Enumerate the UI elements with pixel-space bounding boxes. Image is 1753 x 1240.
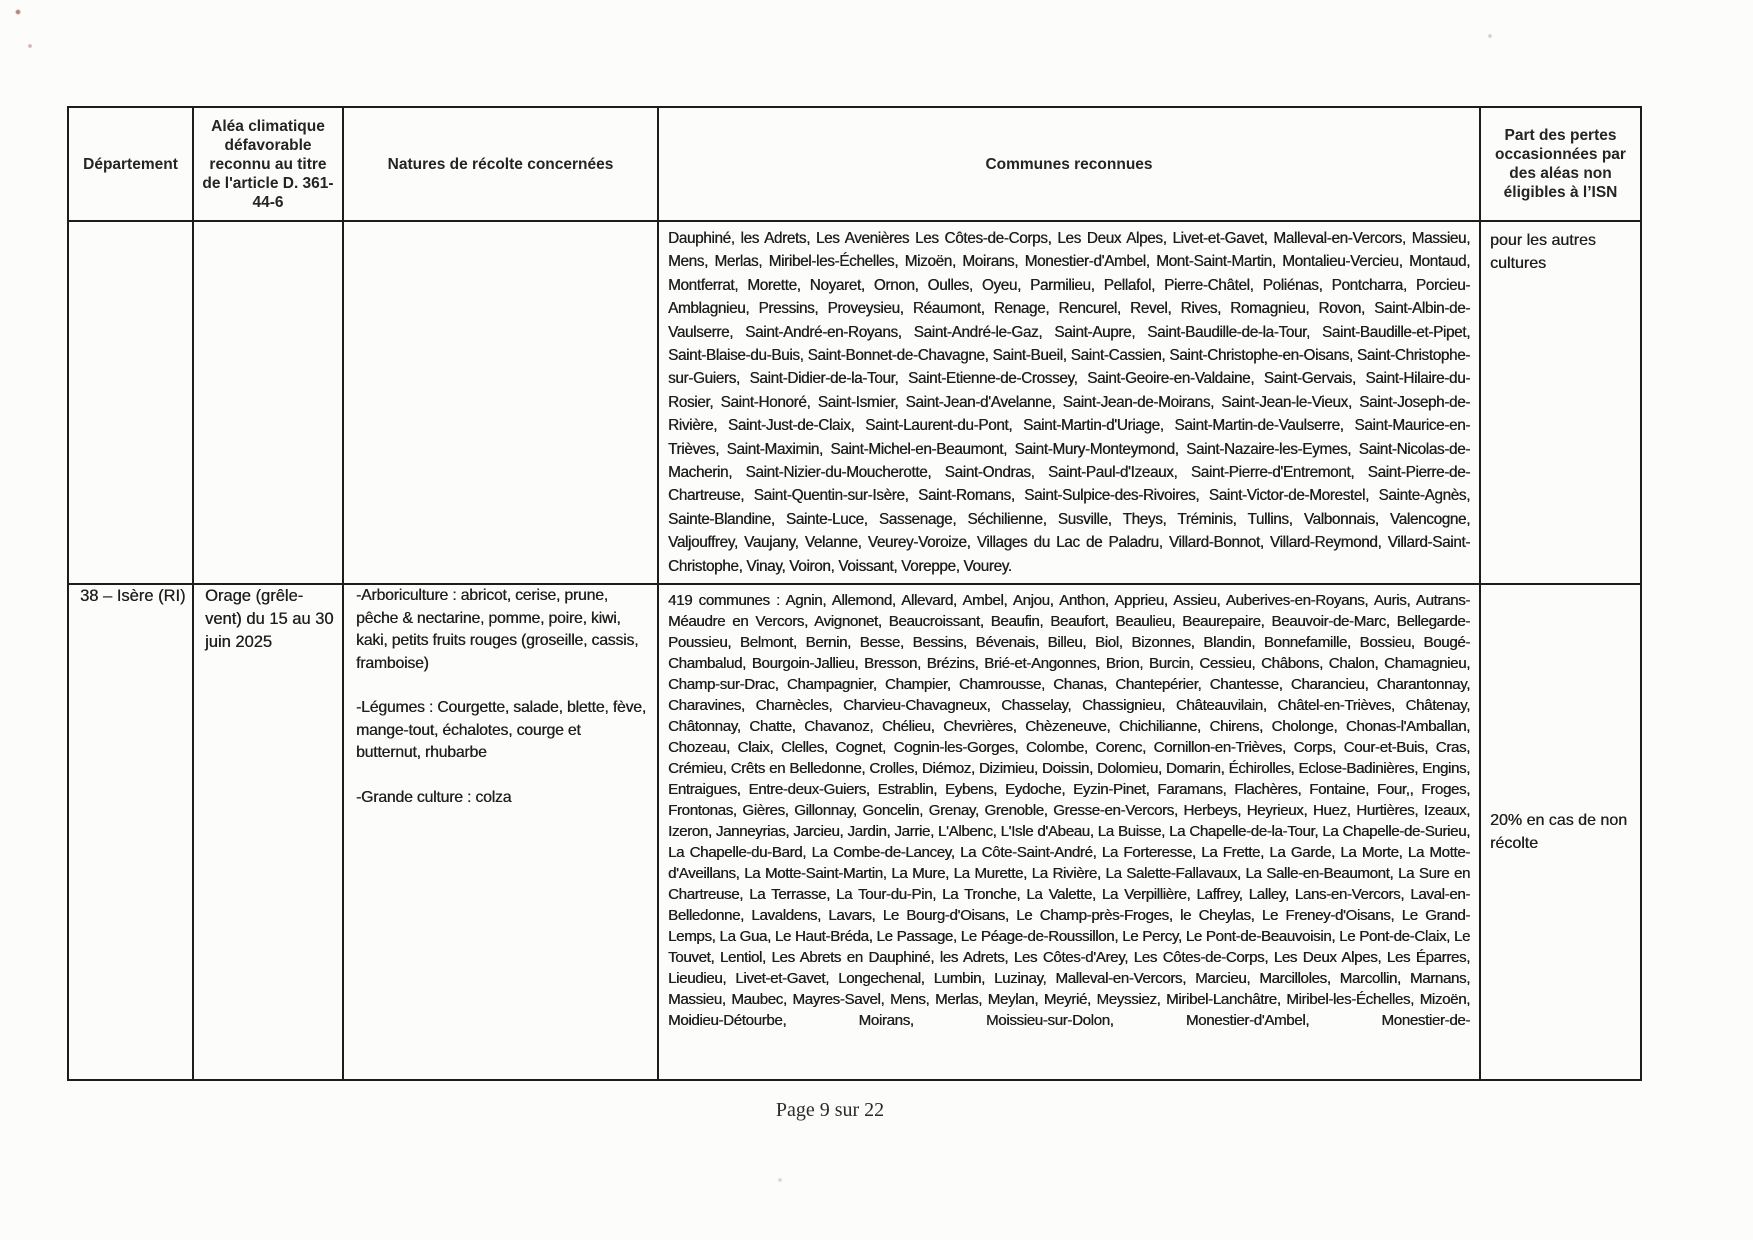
col-header-alea: Aléa climatique défavorable reconnu au titre de l'article D. 361-44-6 — [193, 107, 343, 221]
cell-communes — [658, 584, 1480, 1080]
cell-natures — [343, 584, 658, 1080]
cell-part-pertes — [1480, 584, 1641, 1080]
recognition-table — [67, 106, 1642, 1081]
col-header-natures: Natures de récolte concernées — [343, 107, 658, 221]
table-row-isere — [68, 584, 1641, 1080]
table-row-continuation — [68, 221, 1641, 584]
cell-departement — [68, 584, 193, 1080]
cell-alea — [193, 584, 343, 1080]
part-pertes-text: 20% en cas de non récolte — [1490, 812, 1627, 852]
col-header-communes: Communes reconnues — [658, 107, 1480, 221]
communes-text: 419 communes : Agnin, Allemond, Allevard, Ambel, Anjou, Anthon, Apprieu, Assieu, Auberives-en-Royans, Auris, Autrans-Méaudre en Vercors, Avignonet, Beaucroissant, Beaufin, Beaufort, Beaulieu, Beaurepaire, Beauvoir-de-Marc, Bellegarde-Poussieu, Belmont, Bernin, Besse, Bessins, Bévenais, Billeu, Biol, Bizonnes, Blandin, Bonnefamille, Bossieu, Bougé-Chambalud, Bourgoin-Jallieu, Bresson, Brézins, Brié-et-Angonnes, Brion, Burcin, Cessieu, Châbons, Chalon, Chamagnieu, Champ-sur-Drac, Champagnier, Champier, Chamrousse, Chanas, Chantepérier, Chantesse, Charancieu, Charantonnay, Charavines, Charnècles, Charvieu-Chavagneux, Chasselay, Chassignieu, Châteauvilain, Châtel-en-Trièves, Châtenay, Châtonnay, Chatte, Chavanoz, Chélieu, Chevrières, Chèzeneuve, Chichilianne, Chirens, Cholonge, Chonas-l'Amballan, Chozeau, Claix, Clelles, Cognet, Cognin-les-Gorges, Colombe, Corenc, Cornillon-en-Trièves, Corps, Cour-et-Buis, Cras, Crémieu, Crêts en Belledonne, Crolles, Diémoz, Dizimieu, Doissin, Dolomieu, Domarin, Échirolles, Eclose-Badinières, Engins, Entraigues, Entre-deux-Guiers, Estrablin, Eybens, Eydoche, Eyzin-Pinet, Faramans, Flachères, Fontaine, Four,, Froges, Frontonas, Gières, Gillonnay, Goncelin, Grenay, Grenoble, Gresse-en-Vercors, Herbeys, Heyrieux, Huez, Hurtières, Izeaux, Izeron, Janneyrias, Jarcieu, Jardin, Jarrie, L'Albenc, L'Isle d'Abeau, La Buisse, La Chapelle-de-la-Tour, La Chapelle-de-Surieu, La Chapelle-du-Bard, La Combe-de-Lancey, La Côte-Saint-André, La Forteresse, La Frette, La Garde, La Morte, La Motte-d'Aveillans, La Motte-Saint-Martin, La Mure, La Murette, La Rivière, La Salette-Fallavaux, La Salle-en-Beaumont, La Sure en Chartreuse, La Terrasse, La Tour-du-Pin, La Tronche, La Valette, La Verpillière, Laffrey, Lalley, Lans-en-Vercors, Laval-en-Belledonne, Lavaldens, Lavars, Le Bourg-d'Oisans, Le Champ-près-Froges, le Cheylas, Le Freney-d'Oisans, Le Grand-Lemps, La Gua, Le Haut-Bréda, Le Passage, Le Péage-de-Roussillon, Le Percy, Le Pont-de-Beauvoisin, Le Pont-de-Claix, Le Touvet, Lentiol, Les Abrets en Dauphiné, les Adrets, Les Côtes-d'Arey, Les Côtes-de-Corps, Les Deux Alpes, Les Éparres, Lieudieu, Livet-et-Gavet, Longechenal, Lumbin, Luzinay, Malleval-en-Vercors, Marcieu, Marcilloles, Marcollin, Marnans, Massieu, Maubec, Mayres-Savel, Mens, Merlas, Meylan, Meyrié, Meyssiez, Miribel-Lanchâtre, Miribel-les-Échelles, Mizoën, Moidieu-Détourbe, Moirans, Moissieu-sur-Dolon, Monestier-d'Ambel, Monestier-de- — [668, 592, 1470, 1029]
cell-part-pertes-continuation — [1480, 221, 1641, 584]
departement-text: 38 – Isère (RI) — [80, 587, 186, 605]
natures-grande-culture: -Grande culture : colza — [356, 788, 512, 806]
natures-legumes: -Légumes : Courgette, salade, blette, fève, mange-tout, échalotes, courge et butternut, rhubarbe — [356, 699, 646, 761]
part-pertes-text-continuation: pour les autres cultures — [1490, 232, 1596, 272]
cell-communes-continuation — [658, 221, 1480, 584]
alea-text: Orage (grêle-vent) du 15 au 30 juin 2025 — [205, 587, 334, 651]
cell-departement-empty — [68, 221, 193, 584]
header-row — [68, 107, 1641, 221]
natures-text — [344, 585, 657, 809]
communes-text-continuation: Dauphiné, les Adrets, Les Avenières Les Côtes-de-Corps, Les Deux Alpes, Livet-et-Gavet, Malleval-en-Vercors, Massieu, Mens, Merlas, Miribel-les-Échelles, Mizoën, Moirans, Monestier-d'Ambel, Mont-Saint-Martin, Montalieu-Vercieu, Montaud, Montferrat, Morette, Noyaret, Ornon, Oulles, Oyeu, Parmilieu, Pellafol, Pierre-Châtel, Poliénas, Pontcharra, Porcieu-Amblagnieu, Pressins, Proveysieu, Réaumont, Renage, Rencurel, Revel, Rives, Romagnieu, Rovon, Saint-Albin-de-Vaulserre, Saint-André-en-Royans, Saint-André-le-Gaz, Saint-Aupre, Saint-Baudille-de-la-Tour, Saint-Baudille-et-Pipet, Saint-Blaise-du-Buis, Saint-Bonnet-de-Chavagne, Saint-Bueil, Saint-Cassien, Saint-Christophe-en-Oisans, Saint-Christophe-sur-Guiers, Saint-Didier-de-la-Tour, Saint-Etienne-de-Crossey, Saint-Geoire-en-Valdaine, Saint-Gervais, Saint-Hilaire-du-Rosier, Saint-Honoré, Saint-Ismier, Saint-Jean-d'Avelanne, Saint-Jean-de-Moirans, Saint-Jean-le-Vieux, Saint-Joseph-de-Rivière, Saint-Just-de-Claix, Saint-Laurent-du-Pont, Saint-Martin-d'Uriage, Saint-Martin-de-Vaulserre, Saint-Maurice-en-Trièves, Saint-Maximin, Saint-Michel-en-Beaumont, Saint-Mury-Monteymond, Saint-Nazaire-les-Eymes, Saint-Nicolas-de-Macherin, Saint-Nizier-du-Moucherotte, Saint-Ondras, Saint-Paul-d'Izeaux, Saint-Pierre-d'Entremont, Saint-Pierre-de-Chartreuse, Saint-Quentin-sur-Isère, Saint-Romans, Saint-Sulpice-des-Rivoires, Saint-Victor-de-Morestel, Sainte-Agnès, Sainte-Blandine, Sainte-Luce, Sassenage, Séchilienne, Susville, Theys, Tréminis, Tullins, Valbonnais, Valencogne, Valjouffrey, Vaujany, Velanne, Veurey-Voroize, Villages du Lac de Paladru, Villard-Bonnot, Villard-Reymond, Villard-Saint-Christophe, Vinay, Voiron, Voissant, Voreppe, Vourey. — [668, 230, 1470, 575]
natures-arboriculture: -Arboriculture : abricot, cerise, prune, pêche & nectarine, pomme, poire, kiwi, kaki, petits fruits rouges (groseille, cassis, framboise) — [356, 587, 639, 672]
cell-alea-empty — [193, 221, 343, 584]
page-number: Page 9 sur 22 — [775, 1099, 885, 1121]
col-header-part-pertes: Part des pertes occasionnées par des aléas non éligibles à l’ISN — [1480, 107, 1641, 221]
cell-natures-empty — [343, 221, 658, 584]
col-header-departement: Département — [68, 107, 193, 221]
